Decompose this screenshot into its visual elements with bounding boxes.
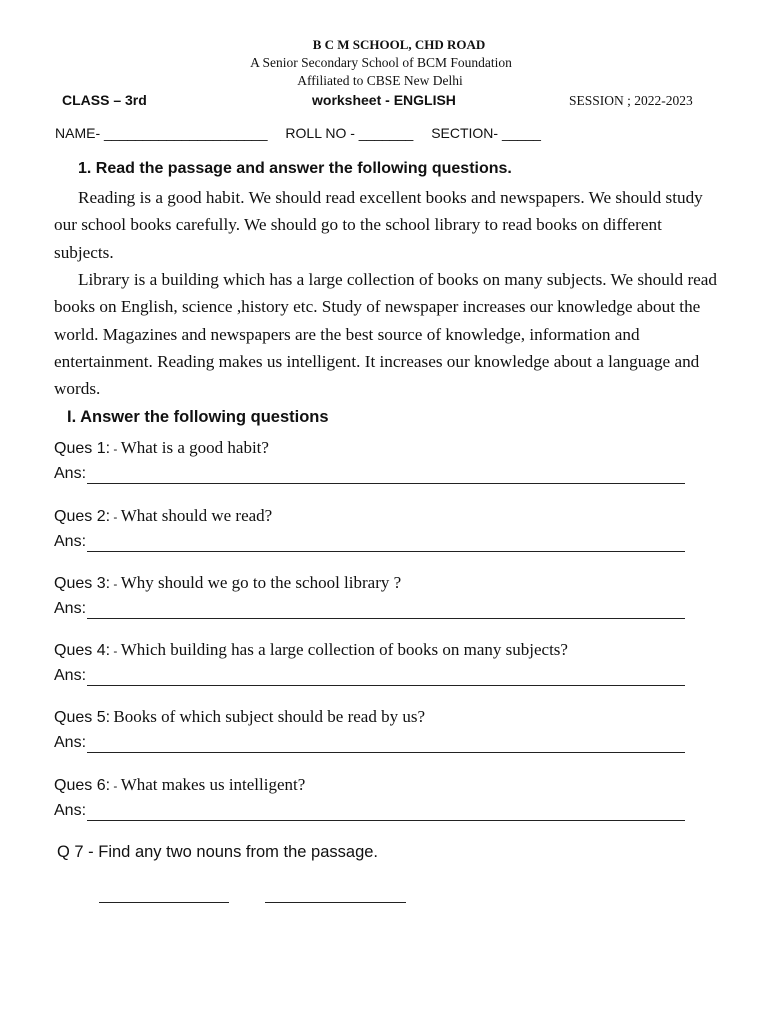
passage-paragraph-1	[54, 184, 724, 266]
answer-line-1[interactable]	[87, 467, 685, 484]
question-dash: -	[110, 779, 121, 793]
question-number: Ques 4:	[54, 642, 111, 659]
question-text: What should we read?	[120, 506, 273, 525]
answer-line-3[interactable]	[87, 602, 685, 619]
question-dash: -	[110, 644, 121, 658]
answer-line-6[interactable]	[87, 804, 685, 821]
student-info-row	[55, 125, 555, 141]
question-number: Ques 5:	[54, 709, 111, 726]
name-field[interactable]: NAME- _____________________	[55, 125, 268, 141]
question-number: Ques 2:	[54, 508, 111, 525]
answer-line-5[interactable]	[87, 736, 685, 753]
answer-label: Ans:	[54, 667, 87, 684]
school-foundation: A Senior Secondary School of BCM Foundation	[250, 55, 512, 70]
question-text: Which building has a large collection of books on many subjects?	[120, 640, 568, 659]
section-field[interactable]: SECTION- _____	[431, 125, 541, 141]
question-block-6	[54, 774, 704, 821]
answer-label: Ans:	[54, 465, 87, 482]
noun-answer-blank-1[interactable]	[99, 902, 229, 903]
class-label: CLASS – 3rd	[62, 92, 147, 108]
question-number: Ques 1:	[54, 440, 111, 457]
question-text: What makes us intelligent?	[120, 775, 306, 794]
question-text: Books of which subject should be read by us?	[113, 707, 425, 726]
school-affiliation: Affiliated to CBSE New Delhi	[297, 73, 463, 88]
school-name: B C M SCHOOL, CHD ROAD	[312, 37, 486, 52]
answer-label: Ans:	[54, 734, 87, 751]
session-label: SESSION ; 2022-2023	[569, 93, 693, 108]
questions-heading: I. Answer the following questions	[67, 408, 329, 426]
question-7-text: Q 7 - Find any two nouns from the passage.	[57, 843, 379, 861]
question-block-5	[54, 706, 704, 753]
question-number: Ques 3:	[54, 575, 111, 592]
question-text: What is a good habit?	[120, 438, 269, 457]
paragraph-2-text: Library is a building which has a large collection of books on many subjects. We should read books on English, science ,history etc. Study of newspaper increases our knowledge about the world. Magazines and newspapers are the best source of knowledge, information and entertainment. Reading makes us intelligent. It increases our knowledge about a language and words.	[54, 270, 718, 399]
noun-answer-blank-2[interactable]	[265, 902, 406, 903]
question-dash: -	[110, 442, 121, 456]
question-block-1	[54, 437, 704, 484]
question-dash: -	[110, 577, 121, 591]
answer-line-4[interactable]	[87, 669, 685, 686]
question-block-2	[54, 505, 704, 552]
roll-no-field[interactable]: ROLL NO - _______	[285, 125, 414, 141]
answer-label: Ans:	[54, 533, 87, 550]
question-text: Why should we go to the school library ?	[120, 573, 402, 592]
answer-label: Ans:	[54, 600, 87, 617]
question-block-3	[54, 572, 704, 619]
passage-heading: 1. Read the passage and answer the following questions.	[78, 160, 512, 177]
worksheet-title: worksheet - ENGLISH	[312, 92, 456, 108]
question-block-4	[54, 639, 704, 686]
question-number: Ques 6:	[54, 777, 111, 794]
answer-line-2[interactable]	[87, 535, 685, 552]
passage-paragraph-2	[54, 266, 724, 402]
paragraph-1-text: Reading is a good habit. We should read excellent books and newspapers. We should study our school books carefully. We should go to the school library to read books on different subjects.	[54, 188, 703, 262]
answer-label: Ans:	[54, 802, 87, 819]
question-dash: -	[110, 510, 121, 524]
